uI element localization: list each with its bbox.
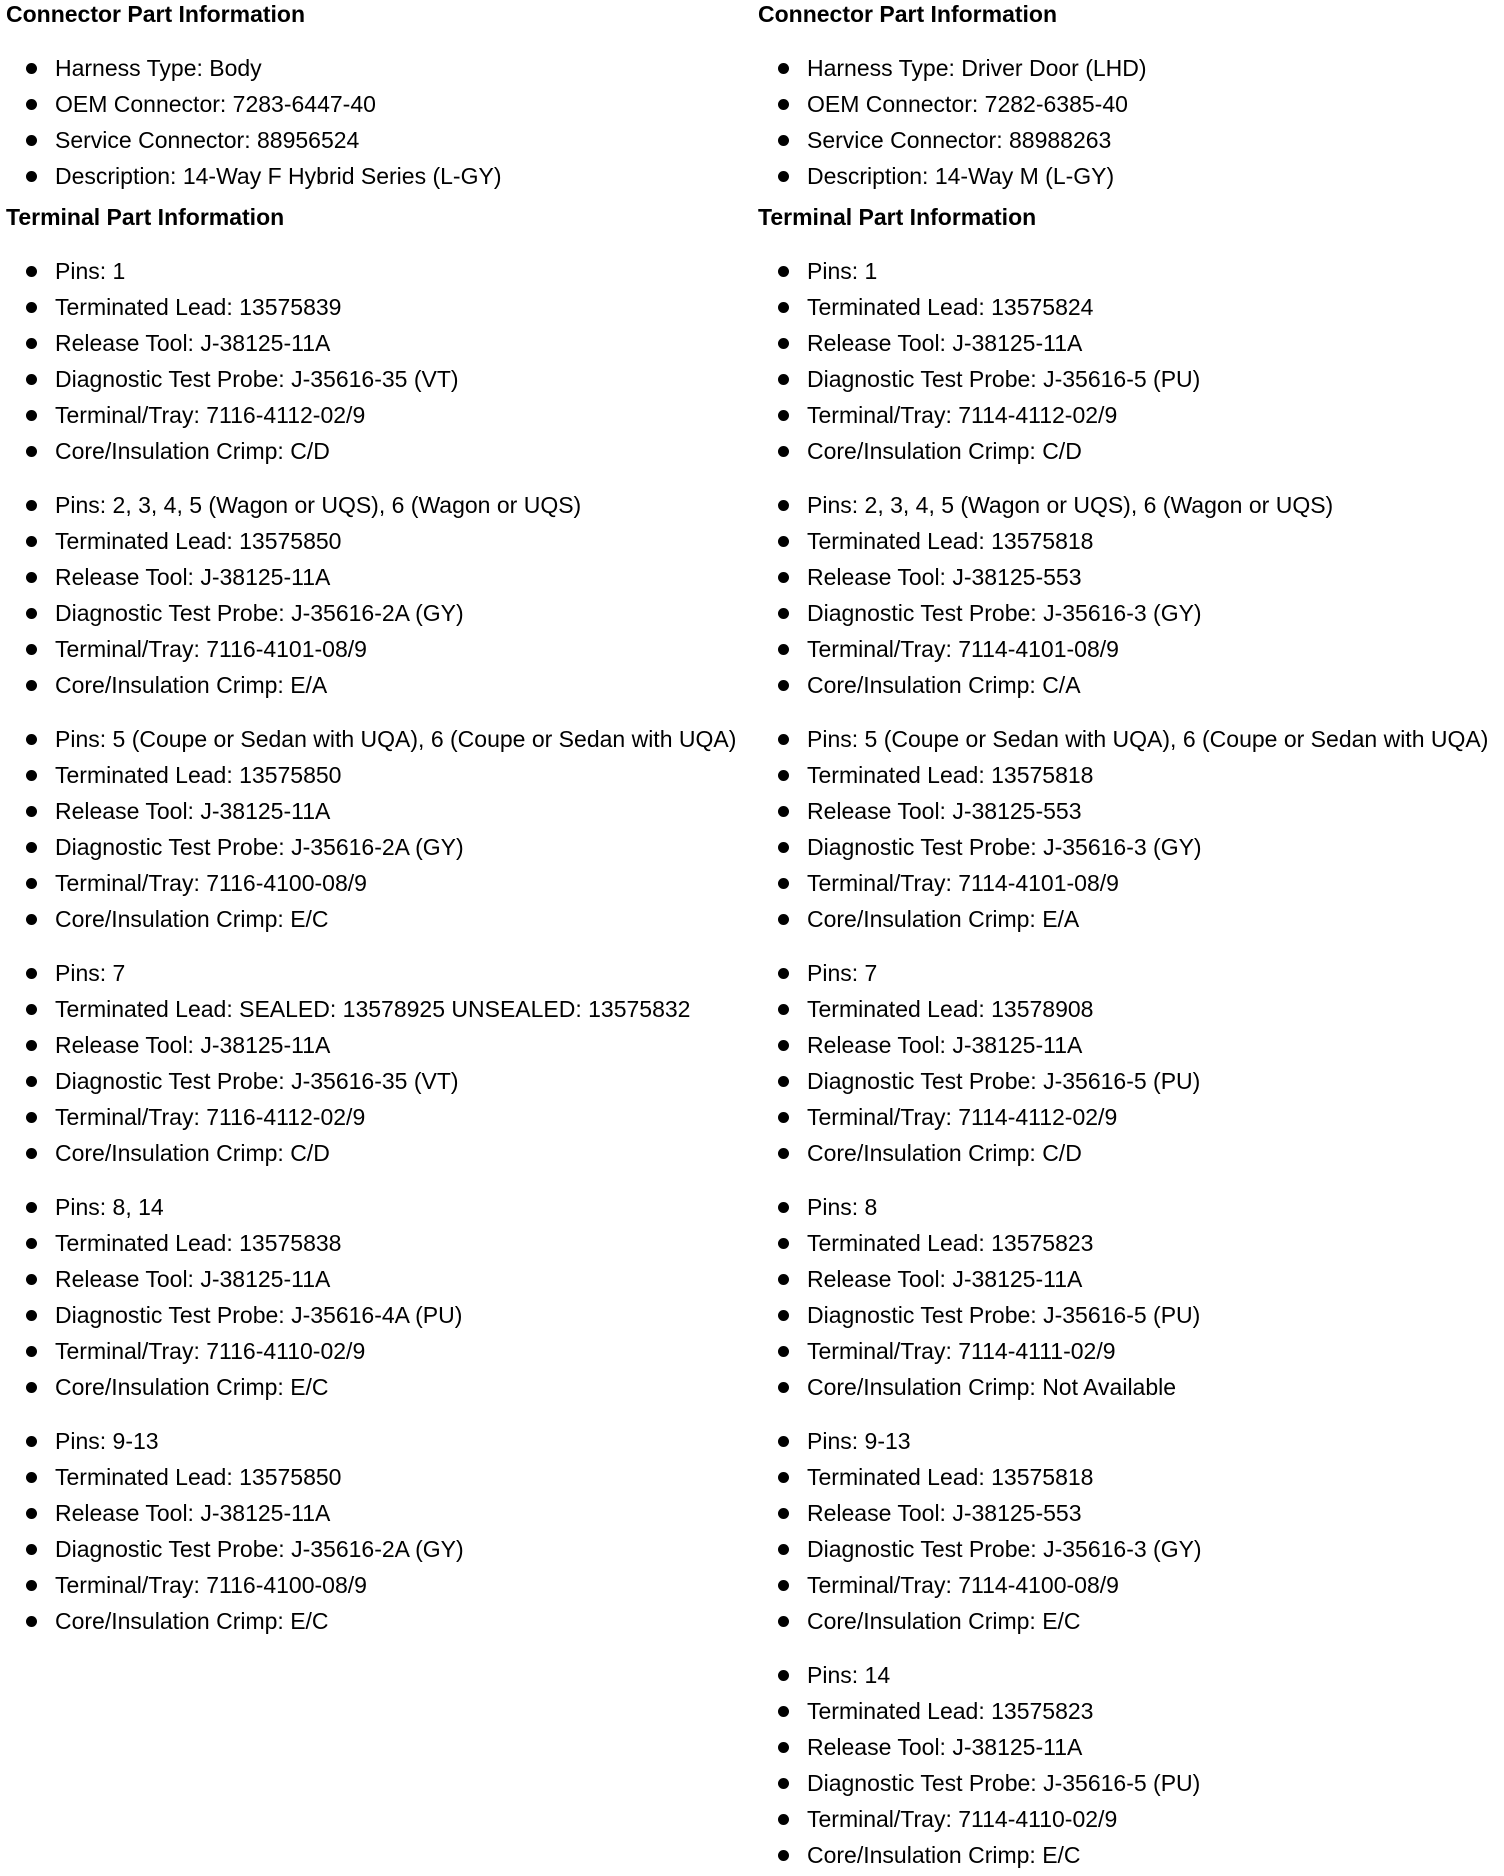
list-item: Diagnostic Test Probe: J-35616-35 (VT) — [6, 364, 746, 397]
list-item: Terminated Lead: 13575824 — [758, 292, 1498, 325]
list-item: Pins: 9-13 — [758, 1426, 1498, 1459]
list-item: Pins: 14 — [758, 1660, 1498, 1693]
list-item: Terminal/Tray: 7116-4112-02/9 — [6, 400, 746, 433]
list-item: Pins: 7 — [6, 958, 746, 991]
terminal-part-information-title: Terminal Part Information — [758, 204, 1037, 230]
list-item: Terminated Lead: 13575850 — [6, 1462, 746, 1495]
bullet-icon — [778, 680, 789, 691]
list-item: Diagnostic Test Probe: J-35616-3 (GY) — [758, 832, 1498, 865]
bullet-icon — [26, 1112, 37, 1123]
list-item: Release Tool: J-38125-11A — [758, 1264, 1498, 1297]
bullet-icon — [778, 135, 789, 146]
bullet-icon — [778, 1310, 789, 1321]
list-item: Terminal/Tray: 7114-4111-02/9 — [758, 1336, 1498, 1369]
list-item: Core/Insulation Crimp: E/A — [6, 670, 746, 703]
bullet-icon — [778, 1580, 789, 1591]
list-item: Core/Insulation Crimp: C/D — [758, 1138, 1498, 1171]
terminal-group — [758, 1660, 1498, 1873]
terminal-group — [758, 256, 1498, 469]
connector-part-information-title: Connector Part Information — [758, 1, 1058, 27]
bullet-icon — [778, 1544, 789, 1555]
terminal-group — [758, 1426, 1498, 1639]
bullet-icon — [26, 734, 37, 745]
list-item: Release Tool: J-38125-11A — [6, 796, 746, 829]
bullet-icon — [778, 1850, 789, 1861]
bullet-icon — [26, 410, 37, 421]
terminal-group — [758, 490, 1498, 703]
list-item: Diagnostic Test Probe: J-35616-5 (PU) — [758, 1066, 1498, 1099]
list-item: Terminal/Tray: 7116-4112-02/9 — [6, 1102, 746, 1135]
connector-part-information-title: Connector Part Information — [6, 1, 306, 27]
list-item: Core/Insulation Crimp: E/C — [758, 1840, 1498, 1873]
terminal-group — [6, 958, 746, 1171]
list-item: Service Connector: 88956524 — [6, 125, 746, 158]
terminal-groups — [6, 256, 746, 1639]
bullet-icon — [778, 1778, 789, 1789]
left-column — [6, 0, 746, 1642]
list-item: Pins: 2, 3, 4, 5 (Wagon or UQS), 6 (Wagon or UQS) — [6, 490, 746, 523]
bullet-icon — [778, 1382, 789, 1393]
bullet-icon — [26, 1436, 37, 1447]
bullet-icon — [778, 1112, 789, 1123]
right-column — [758, 0, 1498, 1876]
bullet-icon — [26, 878, 37, 889]
list-item: Diagnostic Test Probe: J-35616-4A (PU) — [6, 1300, 746, 1333]
bullet-icon — [26, 1040, 37, 1051]
list-item: Terminated Lead: 13575850 — [6, 526, 746, 559]
bullet-icon — [26, 608, 37, 619]
list-item: Release Tool: J-38125-553 — [758, 1498, 1498, 1531]
list-item: Diagnostic Test Probe: J-35616-2A (GY) — [6, 598, 746, 631]
bullet-icon — [778, 878, 789, 889]
list-item: Pins: 9-13 — [6, 1426, 746, 1459]
list-item: Terminal/Tray: 7116-4101-08/9 — [6, 634, 746, 667]
list-item: Terminal/Tray: 7114-4101-08/9 — [758, 868, 1498, 901]
bullet-icon — [778, 1436, 789, 1447]
list-item: Diagnostic Test Probe: J-35616-2A (GY) — [6, 832, 746, 865]
bullet-icon — [778, 1076, 789, 1087]
list-item: OEM Connector: 7283-6447-40 — [6, 89, 746, 122]
list-item: Release Tool: J-38125-11A — [758, 1732, 1498, 1765]
bullet-icon — [26, 1238, 37, 1249]
bullet-icon — [778, 446, 789, 457]
terminal-part-information-title: Terminal Part Information — [6, 204, 285, 230]
bullet-icon — [778, 968, 789, 979]
list-item: Release Tool: J-38125-11A — [758, 328, 1498, 361]
bullet-icon — [778, 806, 789, 817]
list-item: Terminal/Tray: 7114-4100-08/9 — [758, 1570, 1498, 1603]
bullet-icon — [778, 536, 789, 547]
list-item: Terminal/Tray: 7114-4112-02/9 — [758, 1102, 1498, 1135]
list-item: Terminal/Tray: 7116-4110-02/9 — [6, 1336, 746, 1369]
list-item: Release Tool: J-38125-11A — [6, 1030, 746, 1063]
list-item: Core/Insulation Crimp: C/D — [6, 436, 746, 469]
bullet-icon — [778, 1148, 789, 1159]
list-item: Terminal/Tray: 7114-4110-02/9 — [758, 1804, 1498, 1837]
list-item: Core/Insulation Crimp: E/C — [758, 1606, 1498, 1639]
bullet-icon — [26, 1148, 37, 1159]
bullet-icon — [26, 1310, 37, 1321]
bullet-icon — [778, 1202, 789, 1213]
list-item: Core/Insulation Crimp: E/C — [6, 1372, 746, 1405]
list-item: Pins: 8, 14 — [6, 1192, 746, 1225]
bullet-icon — [778, 500, 789, 511]
bullet-icon — [26, 1508, 37, 1519]
list-item: Pins: 7 — [758, 958, 1498, 991]
terminal-group — [6, 256, 746, 469]
list-item: Pins: 2, 3, 4, 5 (Wagon or UQS), 6 (Wagon or UQS) — [758, 490, 1498, 523]
bullet-icon — [778, 1472, 789, 1483]
bullet-icon — [778, 63, 789, 74]
bullet-icon — [26, 842, 37, 853]
bullet-icon — [26, 171, 37, 182]
list-item: Pins: 1 — [6, 256, 746, 289]
list-item: Release Tool: J-38125-553 — [758, 562, 1498, 595]
bullet-icon — [26, 644, 37, 655]
list-item: Terminal/Tray: 7116-4100-08/9 — [6, 868, 746, 901]
bullet-icon — [26, 1616, 37, 1627]
bullet-icon — [26, 99, 37, 110]
bullet-icon — [778, 734, 789, 745]
list-item: Terminated Lead: 13578908 — [758, 994, 1498, 1027]
list-item: Description: 14-Way F Hybrid Series (L-GY) — [6, 161, 746, 194]
bullet-icon — [26, 1544, 37, 1555]
list-item: Terminal/Tray: 7116-4100-08/9 — [6, 1570, 746, 1603]
list-item: Terminal/Tray: 7114-4101-08/9 — [758, 634, 1498, 667]
list-item: Release Tool: J-38125-11A — [758, 1030, 1498, 1063]
bullet-icon — [778, 1508, 789, 1519]
bullet-icon — [26, 302, 37, 313]
list-item: OEM Connector: 7282-6385-40 — [758, 89, 1498, 122]
bullet-icon — [26, 1202, 37, 1213]
bullet-icon — [26, 1274, 37, 1285]
list-item: Pins: 1 — [758, 256, 1498, 289]
bullet-icon — [26, 968, 37, 979]
bullet-icon — [778, 770, 789, 781]
list-item: Diagnostic Test Probe: J-35616-5 (PU) — [758, 1300, 1498, 1333]
bullet-icon — [26, 135, 37, 146]
bullet-icon — [26, 1580, 37, 1591]
list-item: Description: 14-Way M (L-GY) — [758, 161, 1498, 194]
bullet-icon — [778, 1274, 789, 1285]
bullet-icon — [26, 374, 37, 385]
terminal-group — [6, 1426, 746, 1639]
bullet-icon — [778, 1004, 789, 1015]
list-item: Terminated Lead: 13575823 — [758, 1696, 1498, 1729]
list-item: Release Tool: J-38125-11A — [6, 1498, 746, 1531]
bullet-icon — [26, 1004, 37, 1015]
list-item: Harness Type: Driver Door (LHD) — [758, 53, 1498, 86]
bullet-icon — [778, 1346, 789, 1357]
connector-info-list — [758, 53, 1498, 194]
bullet-icon — [26, 806, 37, 817]
list-item: Terminated Lead: 13575823 — [758, 1228, 1498, 1261]
list-item: Core/Insulation Crimp: E/C — [6, 1606, 746, 1639]
bullet-icon — [778, 410, 789, 421]
bullet-icon — [778, 266, 789, 277]
bullet-icon — [26, 1076, 37, 1087]
list-item: Diagnostic Test Probe: J-35616-3 (GY) — [758, 1534, 1498, 1567]
bullet-icon — [778, 374, 789, 385]
list-item: Core/Insulation Crimp: C/A — [758, 670, 1498, 703]
list-item: Core/Insulation Crimp: E/C — [6, 904, 746, 937]
list-item: Core/Insulation Crimp: C/D — [758, 436, 1498, 469]
list-item: Diagnostic Test Probe: J-35616-35 (VT) — [6, 1066, 746, 1099]
list-item: Release Tool: J-38125-553 — [758, 796, 1498, 829]
bullet-icon — [778, 1616, 789, 1627]
bullet-icon — [26, 500, 37, 511]
bullet-icon — [26, 680, 37, 691]
list-item: Terminated Lead: 13575839 — [6, 292, 746, 325]
bullet-icon — [778, 1238, 789, 1249]
list-item: Release Tool: J-38125-11A — [6, 562, 746, 595]
list-item: Pins: 5 (Coupe or Sedan with UQA), 6 (Coupe or Sedan with UQA) — [6, 724, 746, 757]
bullet-icon — [26, 446, 37, 457]
bullet-icon — [26, 1382, 37, 1393]
list-item: Terminated Lead: SEALED: 13578925 UNSEALED: 13575832 — [6, 994, 746, 1027]
list-item: Release Tool: J-38125-11A — [6, 328, 746, 361]
list-item: Pins: 8 — [758, 1192, 1498, 1225]
bullet-icon — [778, 1670, 789, 1681]
bullet-icon — [778, 171, 789, 182]
terminal-group — [6, 490, 746, 703]
list-item: Core/Insulation Crimp: E/A — [758, 904, 1498, 937]
bullet-icon — [778, 338, 789, 349]
list-item: Core/Insulation Crimp: Not Available — [758, 1372, 1498, 1405]
bullet-icon — [778, 608, 789, 619]
bullet-icon — [778, 1706, 789, 1717]
bullet-icon — [26, 266, 37, 277]
bullet-icon — [778, 1814, 789, 1825]
bullet-icon — [26, 63, 37, 74]
list-item: Terminated Lead: 13575850 — [6, 760, 746, 793]
bullet-icon — [778, 302, 789, 313]
list-item: Core/Insulation Crimp: C/D — [6, 1138, 746, 1171]
list-item: Service Connector: 88988263 — [758, 125, 1498, 158]
terminal-group — [6, 1192, 746, 1405]
list-item: Diagnostic Test Probe: J-35616-5 (PU) — [758, 364, 1498, 397]
bullet-icon — [26, 536, 37, 547]
bullet-icon — [778, 99, 789, 110]
list-item: Terminated Lead: 13575818 — [758, 526, 1498, 559]
list-item: Diagnostic Test Probe: J-35616-5 (PU) — [758, 1768, 1498, 1801]
list-item: Harness Type: Body — [6, 53, 746, 86]
bullet-icon — [778, 842, 789, 853]
terminal-group — [758, 724, 1498, 937]
terminal-group — [758, 958, 1498, 1171]
terminal-group — [758, 1192, 1498, 1405]
bullet-icon — [26, 1346, 37, 1357]
list-item: Terminated Lead: 13575838 — [6, 1228, 746, 1261]
bullet-icon — [778, 572, 789, 583]
list-item: Terminated Lead: 13575818 — [758, 760, 1498, 793]
bullet-icon — [26, 338, 37, 349]
connector-info-list — [6, 53, 746, 194]
list-item: Terminated Lead: 13575818 — [758, 1462, 1498, 1495]
list-item: Release Tool: J-38125-11A — [6, 1264, 746, 1297]
list-item: Pins: 5 (Coupe or Sedan with UQA), 6 (Coupe or Sedan with UQA) — [758, 724, 1498, 757]
bullet-icon — [778, 914, 789, 925]
bullet-icon — [26, 572, 37, 583]
list-item: Diagnostic Test Probe: J-35616-3 (GY) — [758, 598, 1498, 631]
bullet-icon — [26, 914, 37, 925]
terminal-group — [6, 724, 746, 937]
terminal-groups — [758, 256, 1498, 1873]
bullet-icon — [778, 1742, 789, 1753]
bullet-icon — [26, 1472, 37, 1483]
list-item: Diagnostic Test Probe: J-35616-2A (GY) — [6, 1534, 746, 1567]
list-item: Terminal/Tray: 7114-4112-02/9 — [758, 400, 1498, 433]
bullet-icon — [778, 644, 789, 655]
bullet-icon — [778, 1040, 789, 1051]
bullet-icon — [26, 770, 37, 781]
